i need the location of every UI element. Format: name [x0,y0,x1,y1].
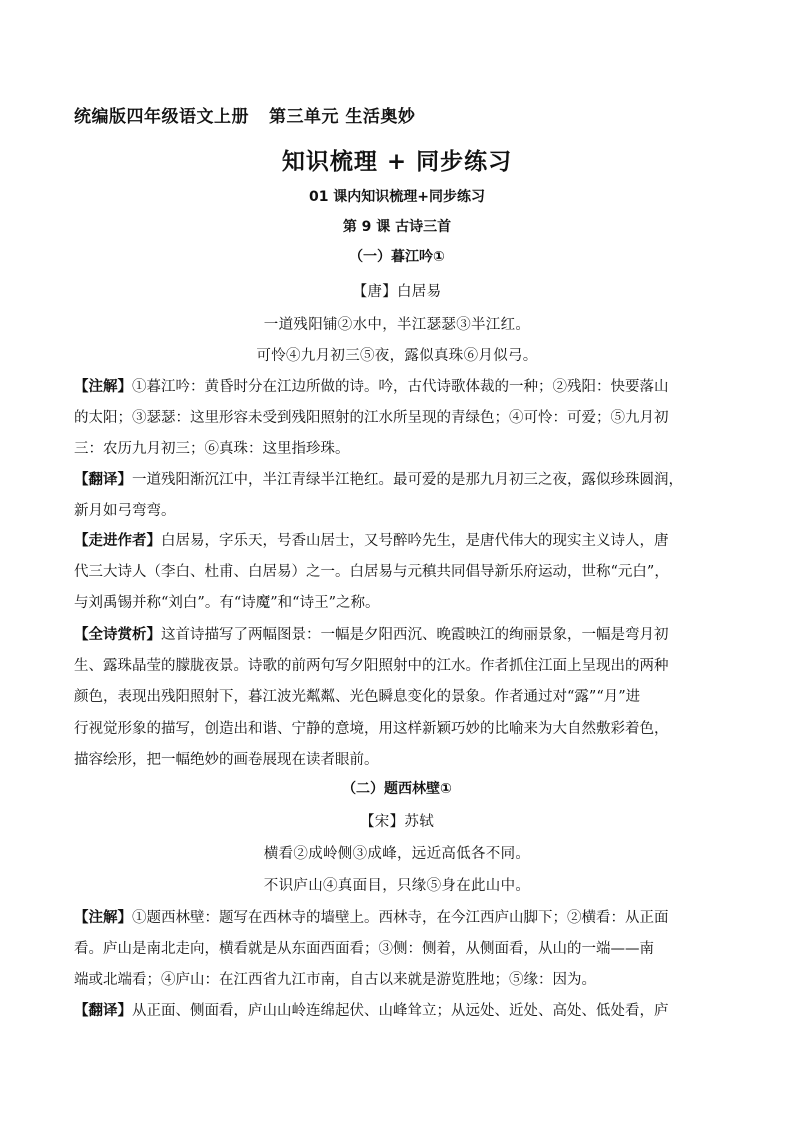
document-header [74,102,415,127]
notes-text: ①暮江吟：黄昏时分在江边所做的诗。吟，古代诗歌体裁的一种；②残阳：快要落山 [132,379,669,395]
poem1-author: 【唐】白居易 [352,284,442,300]
analysis-text: 这首诗描写了两幅图景：一幅是夕阳西沉、晚霞映江的绚丽景象，一幅是弯月初 [161,627,669,643]
translation-label: 【翻译】 [74,472,132,488]
notes-label: 【注解】 [74,379,132,395]
analysis-text: 描容绘形，把一幅绝妙的画卷展现在读者眼前。 [74,751,379,768]
poem2-author: 【宋】苏轼 [360,814,434,830]
author-intro-text: 白居易，字乐天，号香山居士，又号醉吟先生，是唐代伟大的现实主义诗人，唐 [161,533,669,549]
poem2-translation [74,996,738,1027]
poem2-notes [74,903,738,997]
analysis-text: 生、露珠晶莹的朦胧夜景。诗歌的前两句写夕阳照射中的江水。作者抓住江面上呈现出的两种 [74,658,669,675]
poem1-line2: 可怜④九月初三⑤夜，露似真珠⑥月似弓。 [256,348,538,364]
translation-text: 一道残阳渐沉江中，半江青绿半江艳红。最可爱的是那九月初三之夜，露似珍珠圆润， [132,472,683,488]
translation-text: 从正面、侧面看，庐山山岭连绵起伏、山峰耸立；从远处、近处、高处、低处看，庐 [132,1003,669,1019]
lesson-title: 第 9 课 古诗三首 [342,219,452,235]
poem1-notes [74,372,738,466]
poem1-analysis [74,620,738,776]
author-intro-label: 【走进作者】 [74,533,161,549]
poem1-translation [74,465,738,527]
notes-text: 看。庐山是南北走向，横看就是从东面西面看；③侧：侧着，从侧面看，从山的一端——南 [74,941,654,958]
poem2-title: （二）题西林壁① [342,781,452,797]
author-intro-text: 与刘禹锡并称“刘白”。有“诗魔”和“诗王”之称。 [74,595,380,612]
poem2-line2: 不识庐山④真面目，只缘⑤身在此山中。 [263,878,531,894]
poem1-title: （一）暮江吟① [349,249,445,265]
notes-text: 端或北端看；④庐山：在江西省九江市南，自古以来就是游览胜地；⑤缘：因为。 [74,972,596,989]
translation-label: 【翻译】 [74,1003,132,1019]
analysis-text: 行视觉形象的描写，创造出和谐、宁静的意境，用这样新颖巧妙的比喻来为大自然敷彩着色， [74,720,669,737]
book-title: 统编版四年级语文上册 [74,107,249,127]
page-title: 知识梳理 + 同步练习 [281,149,513,175]
poem1-line1: 一道残阳铺②水中，半江瑟瑟③半江红。 [263,317,531,333]
notes-text: 三：农历九月初三；⑥真珠：这里指珍珠。 [74,441,350,458]
notes-label: 【注解】 [74,910,132,926]
poem1-author-intro [74,526,738,620]
analysis-label: 【全诗赏析】 [74,627,161,643]
notes-text: ①题西林壁：题写在西林寺的墙壁上。西林寺，在今江西庐山脚下；②横看：从正面 [132,910,669,926]
author-intro-text: 代三大诗人（李白、杜甫、白居易）之一。白居易与元稹共同倡导新乐府运动，世称“元白”， [74,564,669,581]
section-subtitle: 01 课内知识梳理+同步练习 [308,189,486,205]
notes-text: 的太阳；③瑟瑟：这里形容未受到残阳照射的江水所呈现的青绿色；④可怜：可爱；⑤九月初 [74,410,669,427]
poem2-line1: 横看②成岭侧③成峰，远近高低各不同。 [263,846,531,862]
translation-text: 新月如弓弯弯。 [74,503,176,520]
unit-title: 第三单元 生活奥妙 [269,107,416,127]
analysis-text: 颜色，表现出残阳照射下，暮江波光粼粼、光色瞬息变化的景象。作者通过对“露”“月”进 [74,689,641,706]
